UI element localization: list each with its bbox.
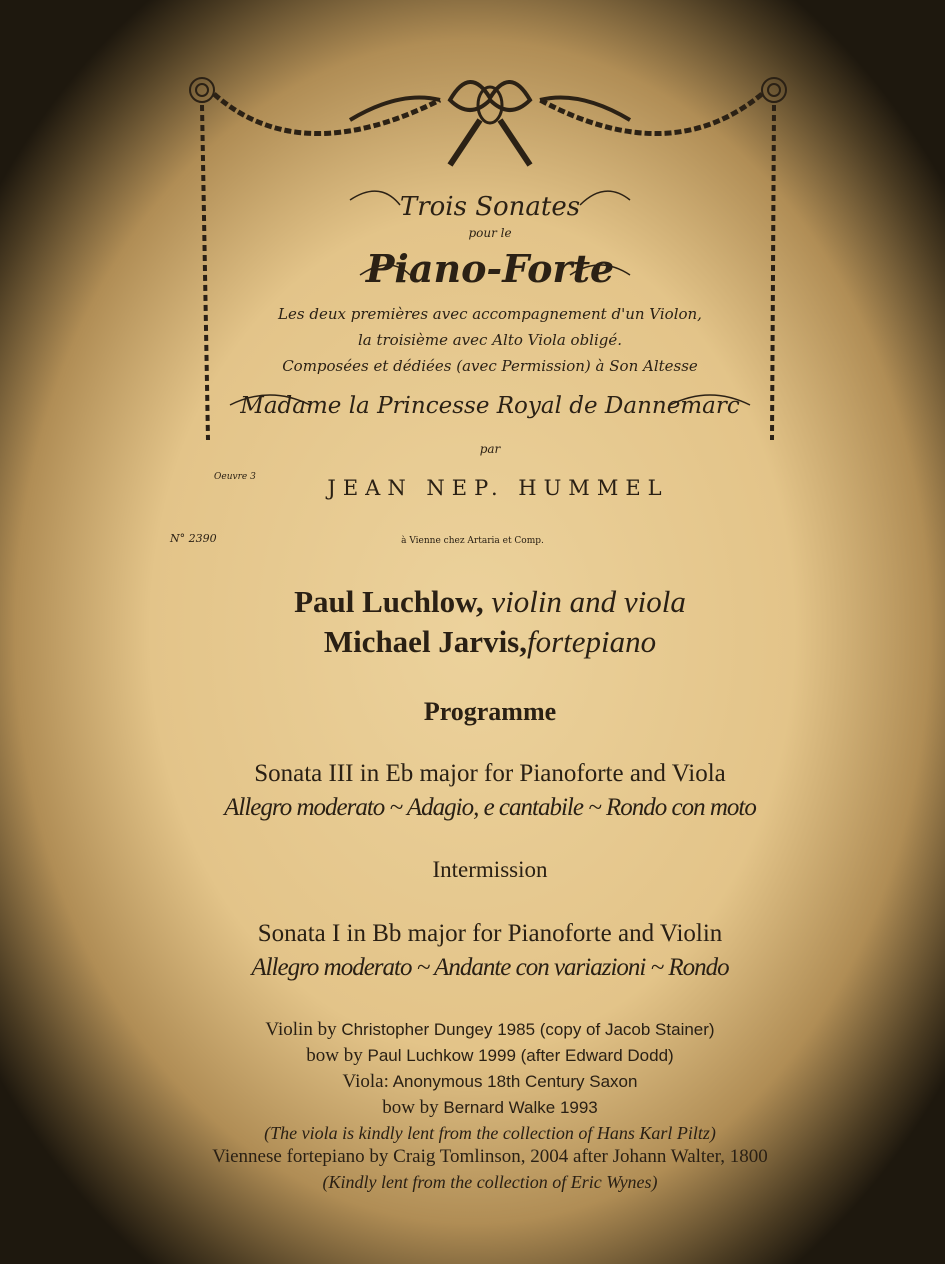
work-1-title: Sonata III in Eb major for Pianoforte and Viola — [254, 760, 726, 787]
engraved-title-line-4: Les deux premières avec accompagnement d'un Violon, — [278, 305, 702, 323]
viola-credit — [0, 1071, 945, 1093]
work-2-movements: Allegro moderato ~ Andante con variazioni ~ Rondo — [251, 954, 729, 981]
work-1-movements: Allegro moderato ~ Adagio, e cantabile ~ Rondo con moto — [224, 794, 756, 821]
bow-2-credit — [0, 1097, 945, 1119]
engraved-title-line-2: pour le — [468, 226, 512, 240]
fortepiano-loan-note: (Kindly lent from the collection of Eric Wynes) — [322, 1172, 658, 1192]
plate-number: N° 2390 — [170, 532, 217, 545]
opus-label: Oeuvre 3 — [214, 472, 256, 482]
bow-1-credit — [0, 1045, 945, 1067]
viola-maker: Anonymous 18th Century Saxon — [392, 1072, 638, 1091]
violin-maker: Christopher Dungey 1985 (copy of Jacob Stainer) — [341, 1020, 715, 1039]
performer-2-name: Michael Jarvis, — [323, 624, 527, 659]
intermission-label: Intermission — [432, 857, 548, 882]
engraved-title-line-5: la troisième avec Alto Viola obligé. — [357, 331, 623, 349]
bow-1-prefix: bow by — [306, 1045, 363, 1066]
composer-name: JEAN NEP. HUMMEL — [327, 476, 669, 500]
engraved-title-line-3: Piano-Forte — [365, 246, 615, 291]
work-2-title: Sonata I in Bb major for Pianoforte and Violin — [257, 920, 723, 947]
engraved-title-line-1: Trois Sonates — [399, 192, 581, 222]
engraved-title-line-6: Composées et dédiées (avec Permission) à Son Altesse — [282, 357, 698, 375]
performer-1-role: violin and viola — [491, 584, 686, 619]
programme-heading: Programme — [423, 697, 557, 726]
performer-2 — [0, 624, 945, 660]
violin-prefix: Violin by — [265, 1019, 337, 1040]
viola-loan-note: (The viola is kindly lent from the collection of Hans Karl Piltz) — [264, 1123, 716, 1143]
bow-2-prefix: bow by — [382, 1097, 439, 1118]
performer-2-role: fortepiano — [527, 624, 657, 659]
engraved-title-line-8: par — [479, 442, 501, 456]
engraved-title-line-7: Madame la Princesse Royal de Dannemarc — [240, 393, 740, 419]
bow-2-maker: Bernard Walke 1993 — [443, 1098, 598, 1117]
bow-1-maker: Paul Luchkow 1999 (after Edward Dodd) — [367, 1046, 674, 1065]
performer-1 — [0, 584, 945, 620]
fortepiano-credit: Viennese fortepiano by Craig Tomlinson, 2004 after Johann Walter, 1800 — [212, 1146, 768, 1167]
violin-credit — [0, 1019, 945, 1041]
viola-prefix: Viola: — [342, 1071, 389, 1092]
performer-1-name: Paul Luchlow, — [294, 584, 484, 619]
publisher-line: à Vienne chez Artaria et Comp. — [401, 536, 544, 546]
